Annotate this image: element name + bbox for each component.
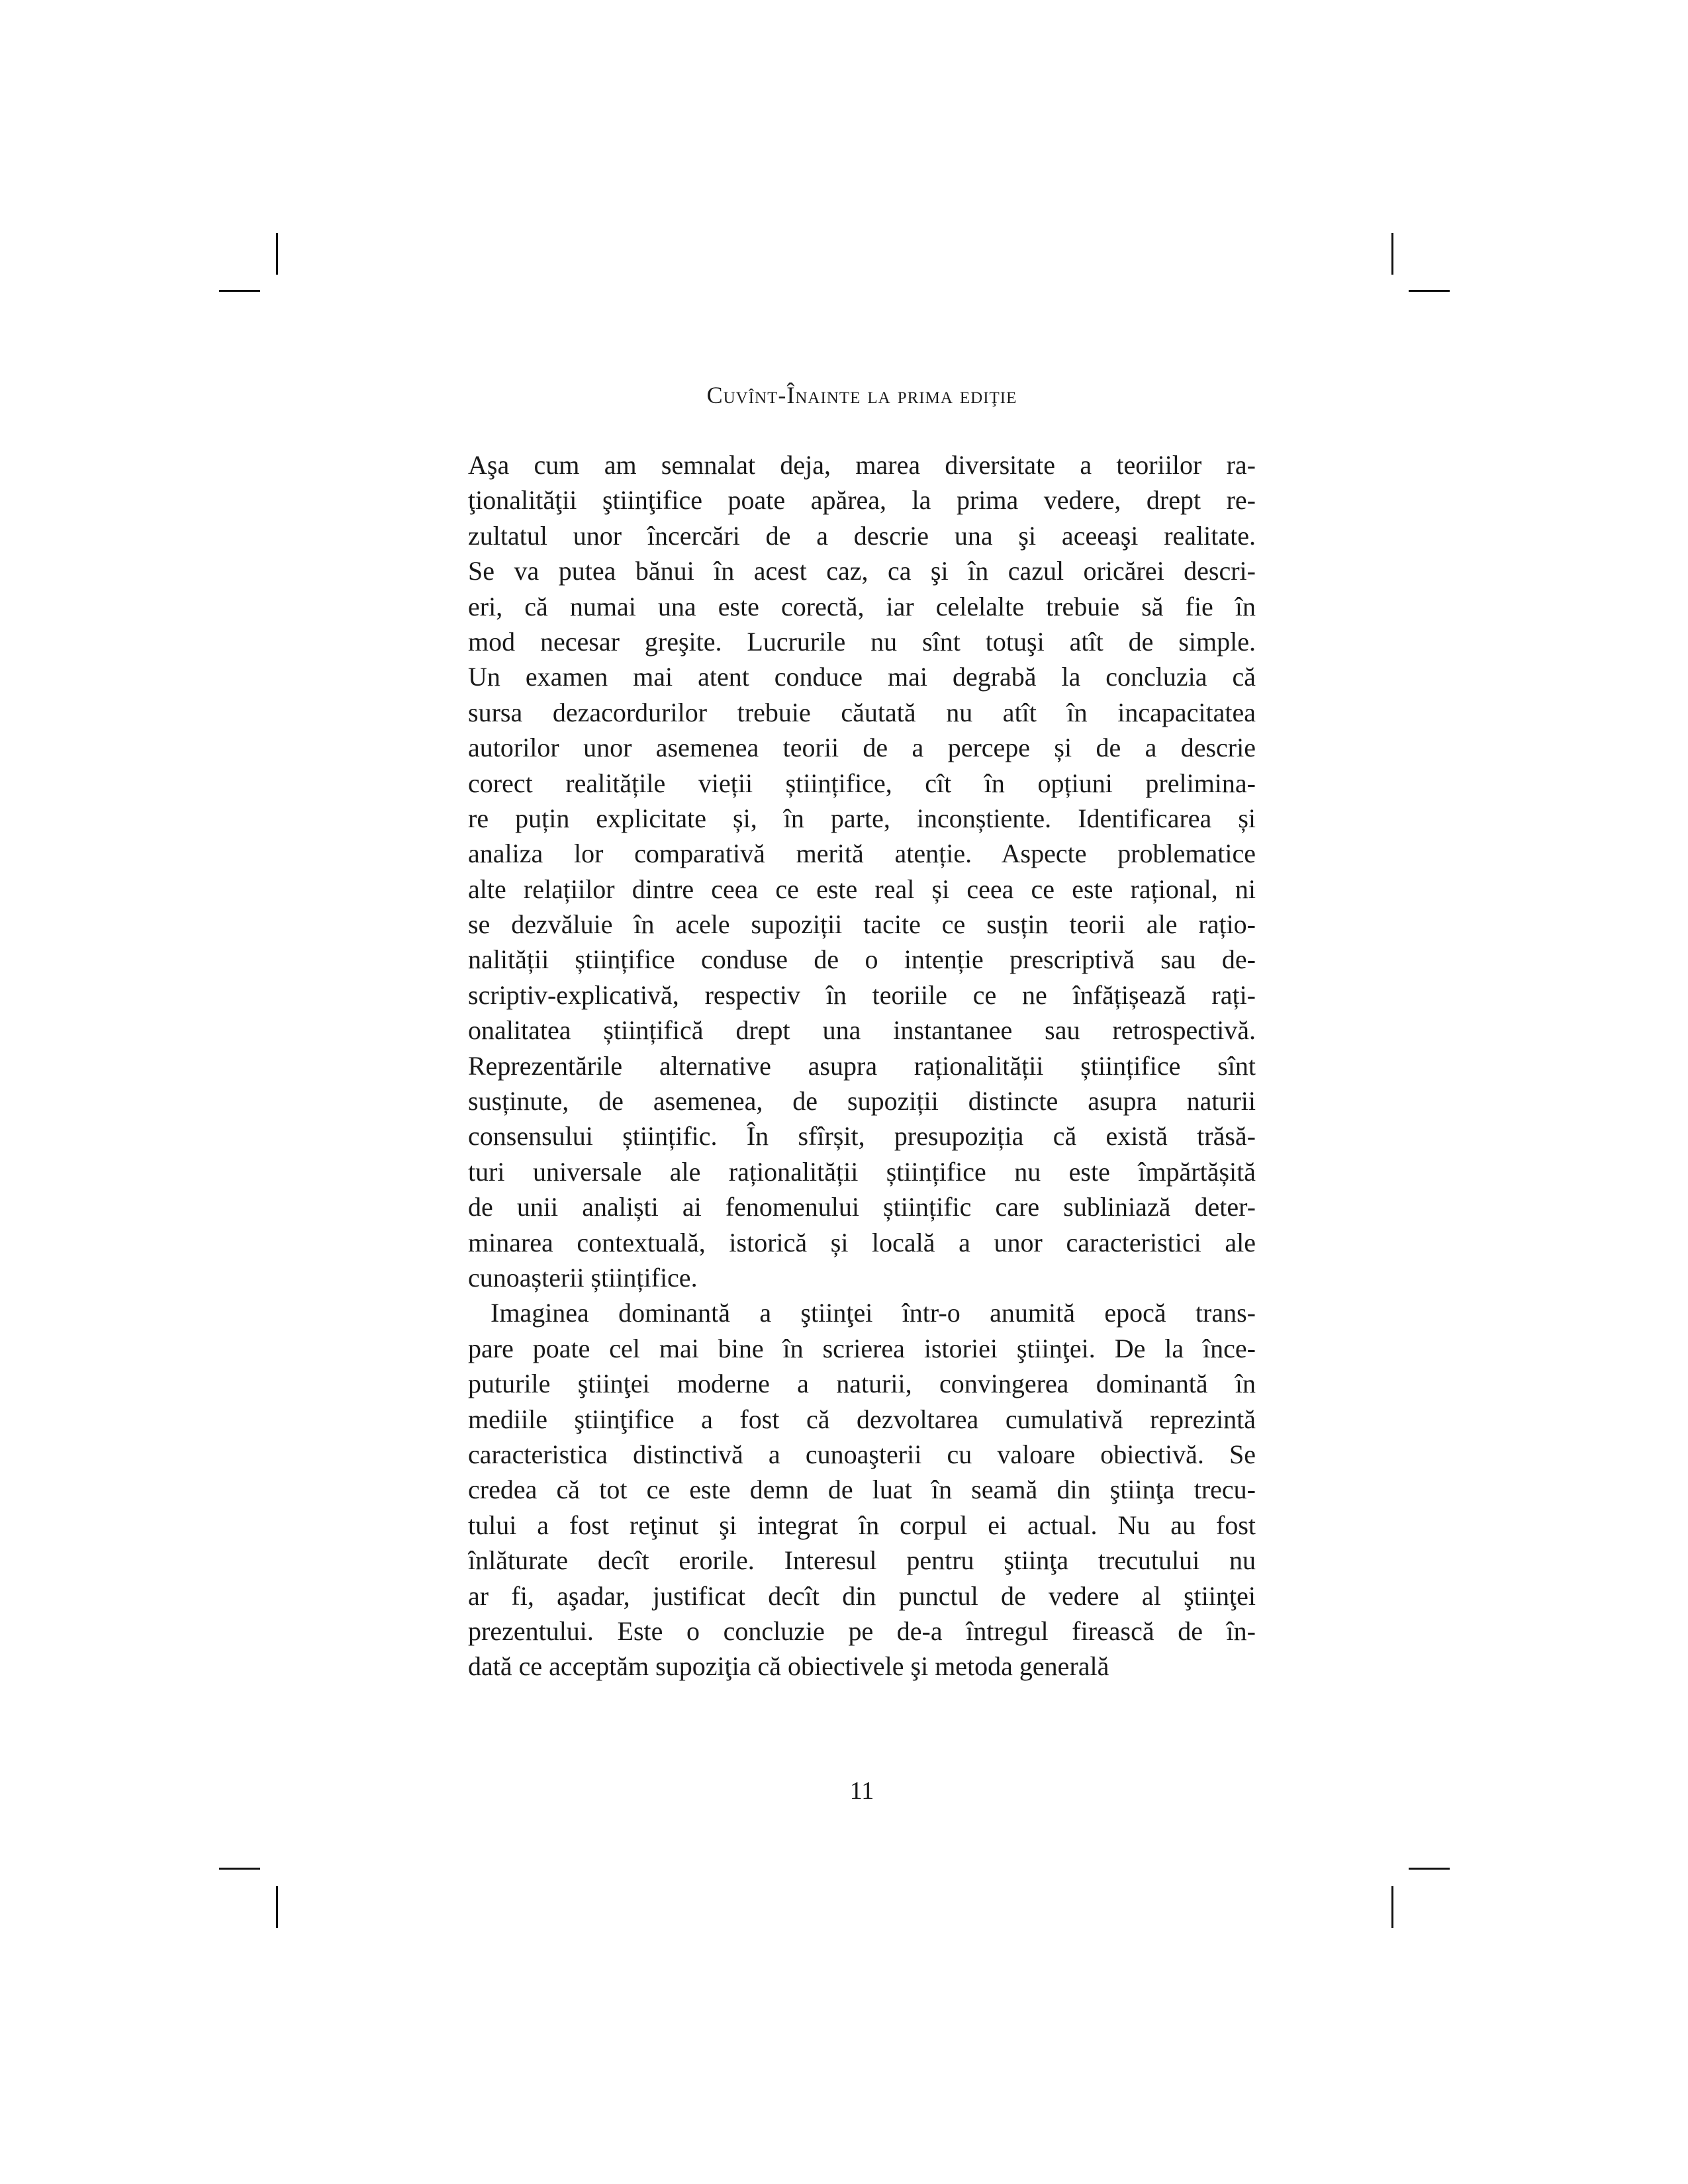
text-line: alte relațiilor dintre ceea ce este real și ceea ce este rațional, ni	[468, 874, 1256, 904]
text-line: pare poate cel mai bine în scrierea istoriei ştiinţei. De la înce-	[468, 1333, 1256, 1363]
text-line: Se va putea bănui în acest caz, ca şi în cazul oricărei descri-	[468, 556, 1256, 586]
text-line: mediile ştiinţifice a fost că dezvoltarea cumulativă reprezintă	[468, 1404, 1256, 1434]
text-line: cunoașterii științifice.	[468, 1262, 698, 1293]
text-line: credea că tot ce este demn de luat în seamă din ştiinţa trecu-	[468, 1475, 1256, 1505]
text-line: sursa dezacordurilor trebuie căutată nu atît în incapacitatea	[468, 697, 1256, 727]
crop-mark-top-right-vertical	[1391, 233, 1393, 275]
text-line: ar fi, aşadar, justificat decît din punctul de vedere al ştiinţei	[468, 1580, 1256, 1611]
text-line: Aşa cum am semnalat deja, marea diversitate a teoriilor ra-	[468, 450, 1256, 480]
crop-mark-top-left-horizontal	[219, 290, 260, 292]
text-line: corect realitățile vieții științifice, cît în opțiuni prelimina-	[468, 768, 1256, 798]
text-line: nalității științifice conduse de o intenție prescriptivă sau de-	[468, 944, 1256, 975]
text-line: minarea contextuală, istorică și locală a unor caracteristici ale	[468, 1227, 1256, 1257]
crop-mark-top-right-horizontal	[1409, 290, 1450, 292]
text-line: susținute, de asemenea, de supoziții distincte asupra naturii	[468, 1086, 1256, 1116]
crop-mark-bottom-left-vertical	[276, 1886, 278, 1928]
text-line: zultatul unor încercări de a descrie una şi aceeaşi realitate.	[468, 520, 1256, 551]
paragraph	[468, 1295, 1256, 1684]
crop-mark-bottom-left-horizontal	[219, 1868, 260, 1870]
text-line: consensului științific. În sfîrșit, presupoziția că există trăsă-	[468, 1121, 1256, 1152]
text-line: mod necesar greşite. Lucrurile nu sînt totuşi atît de simple.	[468, 626, 1256, 657]
text-line: prezentului. Este o concluzie pe de-a întregul firească de în-	[468, 1615, 1256, 1646]
text-line: autorilor unor asemenea teorii de a percepe și de a descrie	[468, 733, 1256, 763]
body-text	[468, 447, 1256, 1684]
text-line: puturile ştiinţei moderne a naturii, convingerea dominantă în	[468, 1369, 1256, 1399]
text-line: dată ce acceptăm supoziţia că obiectivele şi metoda generală	[468, 1651, 1109, 1682]
text-line: eri, că numai una este corectă, iar celelalte trebuie să fie în	[468, 591, 1256, 621]
text-line: ţionalităţii ştiinţifice poate apărea, la prima vedere, drept re-	[468, 485, 1256, 516]
page-number: 11	[849, 1777, 874, 1805]
crop-mark-bottom-right-vertical	[1391, 1886, 1393, 1928]
paragraph	[468, 447, 1256, 1295]
text-line: turi universale ale raționalității științifice nu este împărtășită	[468, 1156, 1256, 1187]
text-line: analiza lor comparativă merită atenție. Aspecte problematice	[468, 839, 1256, 869]
text-line: înlăturate decît erorile. Interesul pentru ştiinţa trecutului nu	[468, 1545, 1256, 1576]
crop-mark-top-left-vertical	[276, 233, 278, 275]
text-line: Un examen mai atent conduce mai degrabă la concluzia că	[468, 662, 1256, 692]
text-line: Reprezentările alternative asupra raționalității științifice sînt	[468, 1050, 1256, 1081]
text-line: Imaginea dominantă a ştiinţei într-o anumită epocă trans-	[491, 1298, 1256, 1328]
text-line: de unii analiști ai fenomenului științific care subliniază deter-	[468, 1192, 1256, 1222]
text-line: scriptiv-explicativă, respectiv în teoriile ce ne înfățișează rați-	[468, 979, 1256, 1010]
running-header: Cuvînt-Înainte la prima ediţie	[706, 382, 1017, 408]
text-line: onalitatea științifică drept una instantanee sau retrospectivă.	[468, 1015, 1256, 1046]
text-line: caracteristica distinctivă a cunoaşterii cu valoare obiectivă. Se	[468, 1439, 1256, 1469]
text-line: re puțin explicitate și, în parte, inconștiente. Identificarea și	[468, 803, 1256, 833]
text-line: tului a fost reţinut şi integrat în corpul ei actual. Nu au fost	[468, 1510, 1256, 1540]
crop-mark-bottom-right-horizontal	[1409, 1868, 1450, 1870]
text-line: se dezvăluie în acele supoziții tacite ce susțin teorii ale rațio-	[468, 909, 1256, 940]
